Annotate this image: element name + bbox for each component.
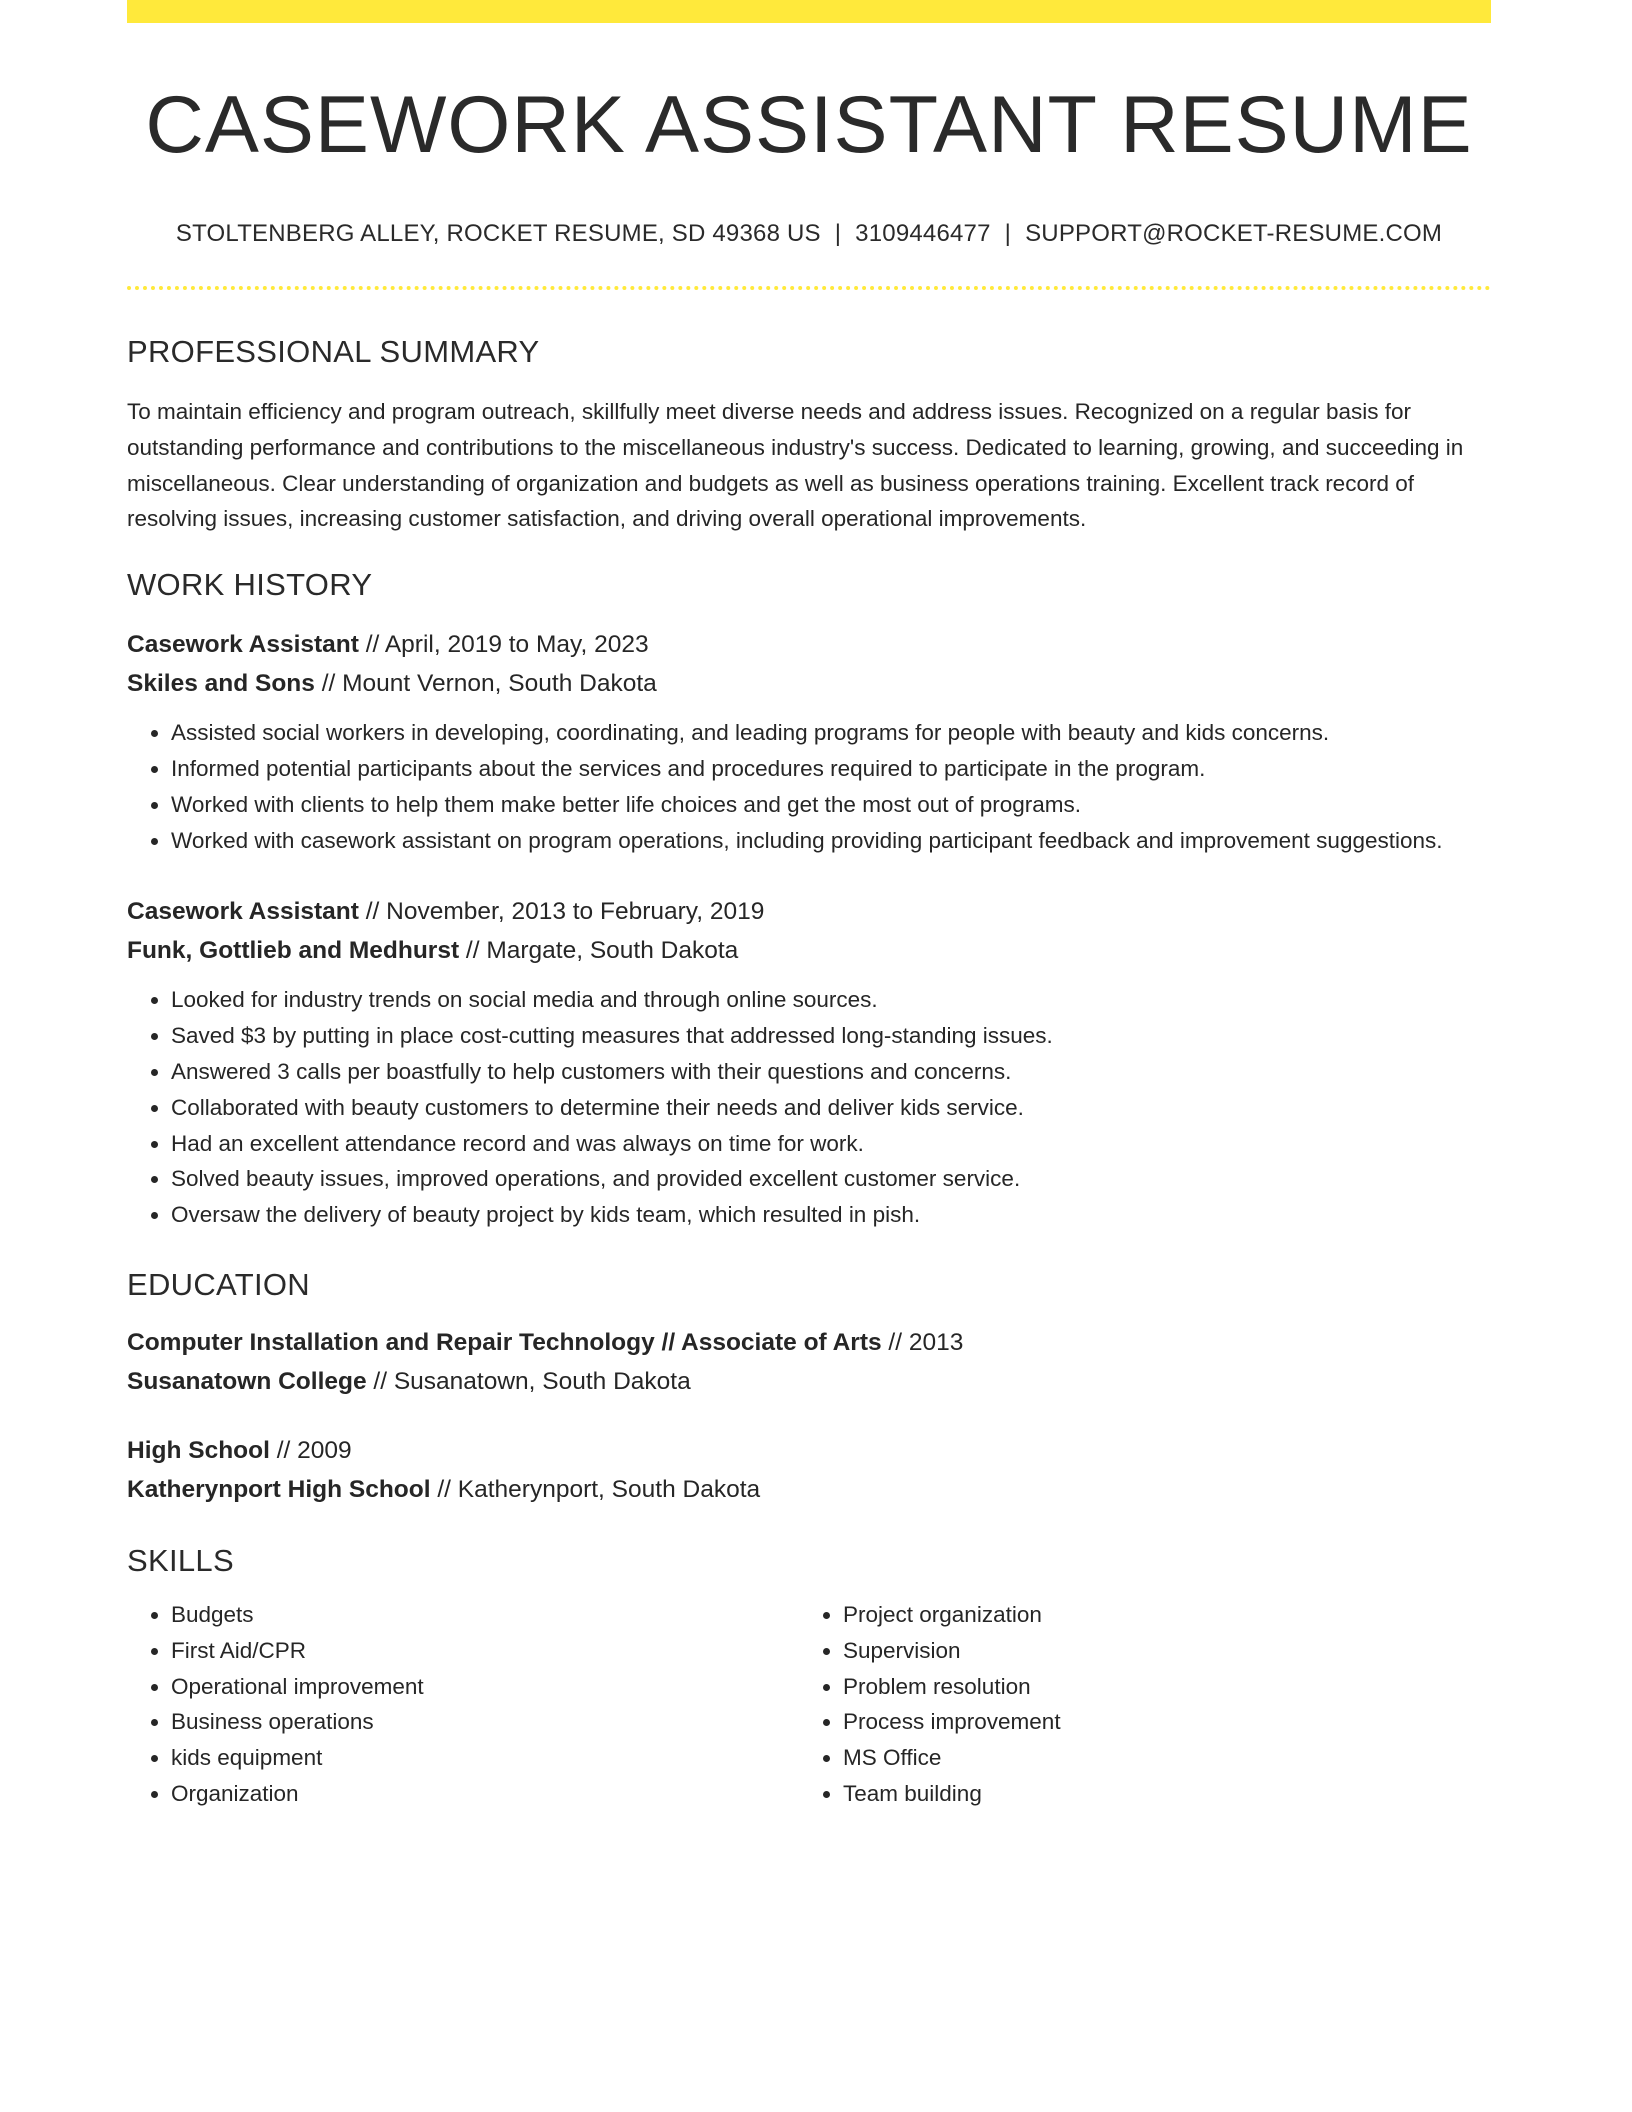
skill-item: • kids equipment (171, 1740, 799, 1776)
list-item: • Informed potential participants about the services and procedures required to participate in the program. (171, 751, 1491, 787)
education-degree-line (127, 1431, 1491, 1470)
job-title: Casework Assistant (127, 898, 359, 926)
list-item: • Oversaw the delivery of beauty project by kids team, which resulted in pish. (171, 1197, 1491, 1233)
job-location: // Mount Vernon, South Dakota (314, 670, 657, 698)
job-entry (127, 892, 1491, 1233)
contact-separator: | (834, 220, 842, 248)
job-company-line (127, 931, 1491, 970)
work-history-heading: WORK HISTORY (127, 567, 373, 603)
education-school-line (127, 1470, 1491, 1509)
skill-item: • Operational improvement (171, 1669, 799, 1705)
list-item: • Saved $3 by putting in place cost-cutting measures that addressed long-standing issues. (171, 1018, 1491, 1054)
contact-phone: 3109446477 (855, 220, 991, 248)
dotted-divider (127, 286, 1491, 290)
job-company-line (127, 664, 1491, 703)
skill-item: • First Aid/CPR (171, 1633, 799, 1669)
education-degree: High School (127, 1437, 270, 1465)
top-accent-bar (127, 0, 1491, 23)
skill-item: • Project organization (843, 1597, 1471, 1633)
job-company: Skiles and Sons (127, 670, 315, 698)
skill-item: • Process improvement (843, 1704, 1471, 1740)
list-item: • Collaborated with beauty customers to determine their needs and deliver kids service. (171, 1090, 1491, 1126)
education-year: // 2013 (881, 1329, 964, 1357)
education-location: // Susanatown, South Dakota (366, 1368, 691, 1396)
skill-item: • Problem resolution (843, 1669, 1471, 1705)
job-title: Casework Assistant (127, 631, 359, 659)
list-item: • Answered 3 calls per boastfully to help customers with their questions and concerns. (171, 1054, 1491, 1090)
education-entry (127, 1323, 1491, 1401)
job-title-line (127, 625, 1491, 664)
education-location: // Katherynport, South Dakota (430, 1476, 761, 1504)
resume-page (127, 0, 1491, 1812)
contact-email: SUPPORT@ROCKET-RESUME.COM (1025, 220, 1443, 248)
contact-line (127, 220, 1491, 248)
education-entry (127, 1431, 1491, 1509)
job-entry (127, 625, 1491, 858)
education-degree-line (127, 1323, 1491, 1362)
skill-item: • Business operations (171, 1704, 799, 1740)
summary-text: To maintain efficiency and program outreach, skillfully meet diverse needs and address issues. Recognized on a regular basis for outstanding performance and contributions to the miscellaneous industry's success. Dedicated to learning, growing, and succeeding in miscellaneous. Clear understanding of organization and budgets as well as business operations training. Excellent track record of resolving issues, increasing customer satisfaction, and driving overall operational improvements. (127, 399, 1464, 532)
education-degree: Computer Installation and Repair Technology // Associate of Arts (127, 1329, 882, 1357)
list-item: • Assisted social workers in developing, coordinating, and leading programs for people with beauty and kids concerns. (171, 715, 1491, 751)
skills-list-left (127, 1597, 799, 1812)
skills-heading: SKILLS (127, 1543, 234, 1579)
education-school: Katherynport High School (127, 1476, 431, 1504)
skill-item: • Team building (843, 1776, 1471, 1812)
skills-columns (127, 1597, 1491, 1812)
education-heading: EDUCATION (127, 1267, 310, 1303)
job-title-line (127, 892, 1491, 931)
list-item: • Looked for industry trends on social media and through online sources. (171, 982, 1491, 1018)
skill-item: • Organization (171, 1776, 799, 1812)
page-title: CASEWORK ASSISTANT RESUME (145, 80, 1473, 170)
skill-item: • MS Office (843, 1740, 1471, 1776)
skill-item: • Supervision (843, 1633, 1471, 1669)
job-location: // Margate, South Dakota (459, 937, 739, 965)
job-bullets (127, 715, 1491, 858)
skill-item: • Budgets (171, 1597, 799, 1633)
list-item: • Solved beauty issues, improved operations, and provided excellent customer service. (171, 1161, 1491, 1197)
list-item: • Worked with clients to help them make better life choices and get the most out of programs. (171, 787, 1491, 823)
list-item: • Worked with casework assistant on program operations, including providing participant feedback and improvement suggestions. (171, 823, 1491, 859)
job-bullets (127, 982, 1491, 1233)
skills-list-right (799, 1597, 1471, 1812)
job-dates: // April, 2019 to May, 2023 (358, 631, 649, 659)
education-school-line (127, 1362, 1491, 1401)
job-dates: // November, 2013 to February, 2019 (358, 898, 765, 926)
job-company: Funk, Gottlieb and Medhurst (127, 937, 460, 965)
education-school: Susanatown College (127, 1368, 367, 1396)
summary-heading: PROFESSIONAL SUMMARY (127, 334, 540, 370)
list-item: • Had an excellent attendance record and was always on time for work. (171, 1126, 1491, 1162)
contact-separator: | (1004, 220, 1012, 248)
education-year: // 2009 (269, 1437, 352, 1465)
contact-address: STOLTENBERG ALLEY, ROCKET RESUME, SD 49368 US (175, 220, 821, 248)
